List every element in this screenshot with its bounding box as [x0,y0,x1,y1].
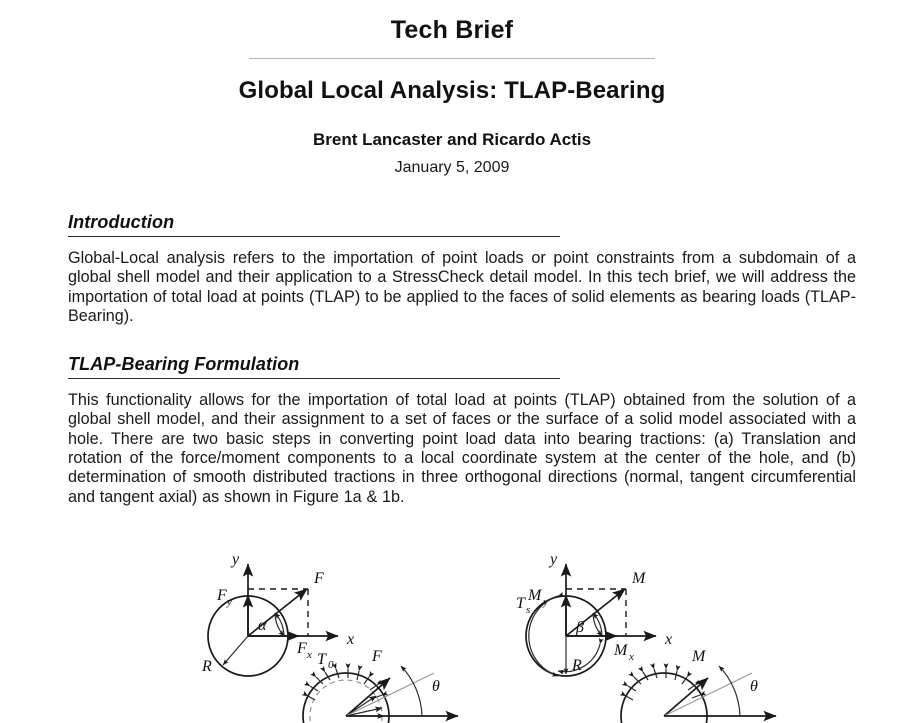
radius-label-a: R [202,658,212,675]
y-axis-label-b: y [550,551,558,568]
mx-subscript-b: x [629,651,634,663]
figure-1b [512,548,802,723]
document-body [68,212,856,523]
x-axis-label-b: x [665,631,673,648]
fx-label-a: F [297,640,307,657]
traction-label-a: T [317,651,326,668]
radius-arrow-a [223,636,248,665]
y-axis-label-a: y [232,551,240,568]
section-body-formulation: This functionality allows for the importation of total load at points (TLAP) obtained from the solution of a global shell model, and their assignment to a set of faces or the surface of a solid model associated with a hole. There are two basic steps in converting point load data into bearing tractions: (a) Translation and rotation of the force/moment components to a local coordinate system at the center of the hole, and (b) determination of smooth distributed tractions in three orthogonal directions (normal, tangent circumferential and tangent axial) as shown in Figure 1a & 1b. [68,391,856,506]
sub-reference-line-b [664,673,752,716]
traction-subscript-a: 0 [328,659,334,671]
section-heading-introduction: Introduction [68,212,560,237]
traction-subdiagram-a [303,648,458,723]
mx-label-b: M [614,642,628,659]
resultant-label-b: M [632,570,646,587]
traction-arrow-b-10 [692,695,700,698]
title-divider [249,58,655,59]
resultant-label-a: F [314,570,324,587]
resultant-force-a [248,589,307,636]
fy-label-a: F [217,587,227,604]
angle-label-a: α [258,617,267,634]
figure-1a [196,548,486,723]
ts-subscript-b: s [526,604,531,616]
sub-angle-label-a: θ [432,678,440,695]
traction-arrow-a-1 [308,696,315,700]
x-axis-label-a: x [347,631,355,648]
figures-container [0,548,904,723]
page-title: Tech Brief [390,16,514,44]
traction-arrow-b-1 [626,696,633,700]
resultant-moment-b [566,589,625,636]
document-date: January 5, 2009 [394,159,510,176]
traction-subdiagram-b [621,648,776,723]
section-body-introduction: Global-Local analysis refers to the importation of point loads or point constraints from a subdomain of a global shell model and their application to a StressCheck detail model. In this tech brief, we will address the importation of total load at points (TLAP) to be applied to the faces of solid elements as bearing loads (TLAP-Bearing). [68,249,856,325]
angle-label-b: β [576,619,584,636]
sub-resultant-a [346,678,390,716]
fx-subscript-a: x [307,649,312,661]
sub-angle-label-b: θ [750,678,758,695]
ts-label-b: T [516,595,525,612]
my-label-b: M [528,587,542,604]
my-subscript-b: y [543,596,548,608]
sub-angle-arc-a [401,666,422,716]
sub-reference-line-a [346,673,434,716]
section-heading-formulation: TLAP-Bearing Formulation [68,354,560,379]
document-subtitle: Global Local Analysis: TLAP-Bearing [238,77,666,104]
sub-resultant-label-b: M [692,648,706,665]
document-authors: Brent Lancaster and Ricardo Actis [312,130,592,149]
sub-resultant-label-a: F [372,648,382,665]
ts-curved-arrow-b [529,596,558,676]
fy-subscript-a: y [227,596,232,608]
sub-angle-arc-b [719,666,740,716]
sub-resultant-b [664,678,708,716]
radius-label-b: R [572,657,582,674]
